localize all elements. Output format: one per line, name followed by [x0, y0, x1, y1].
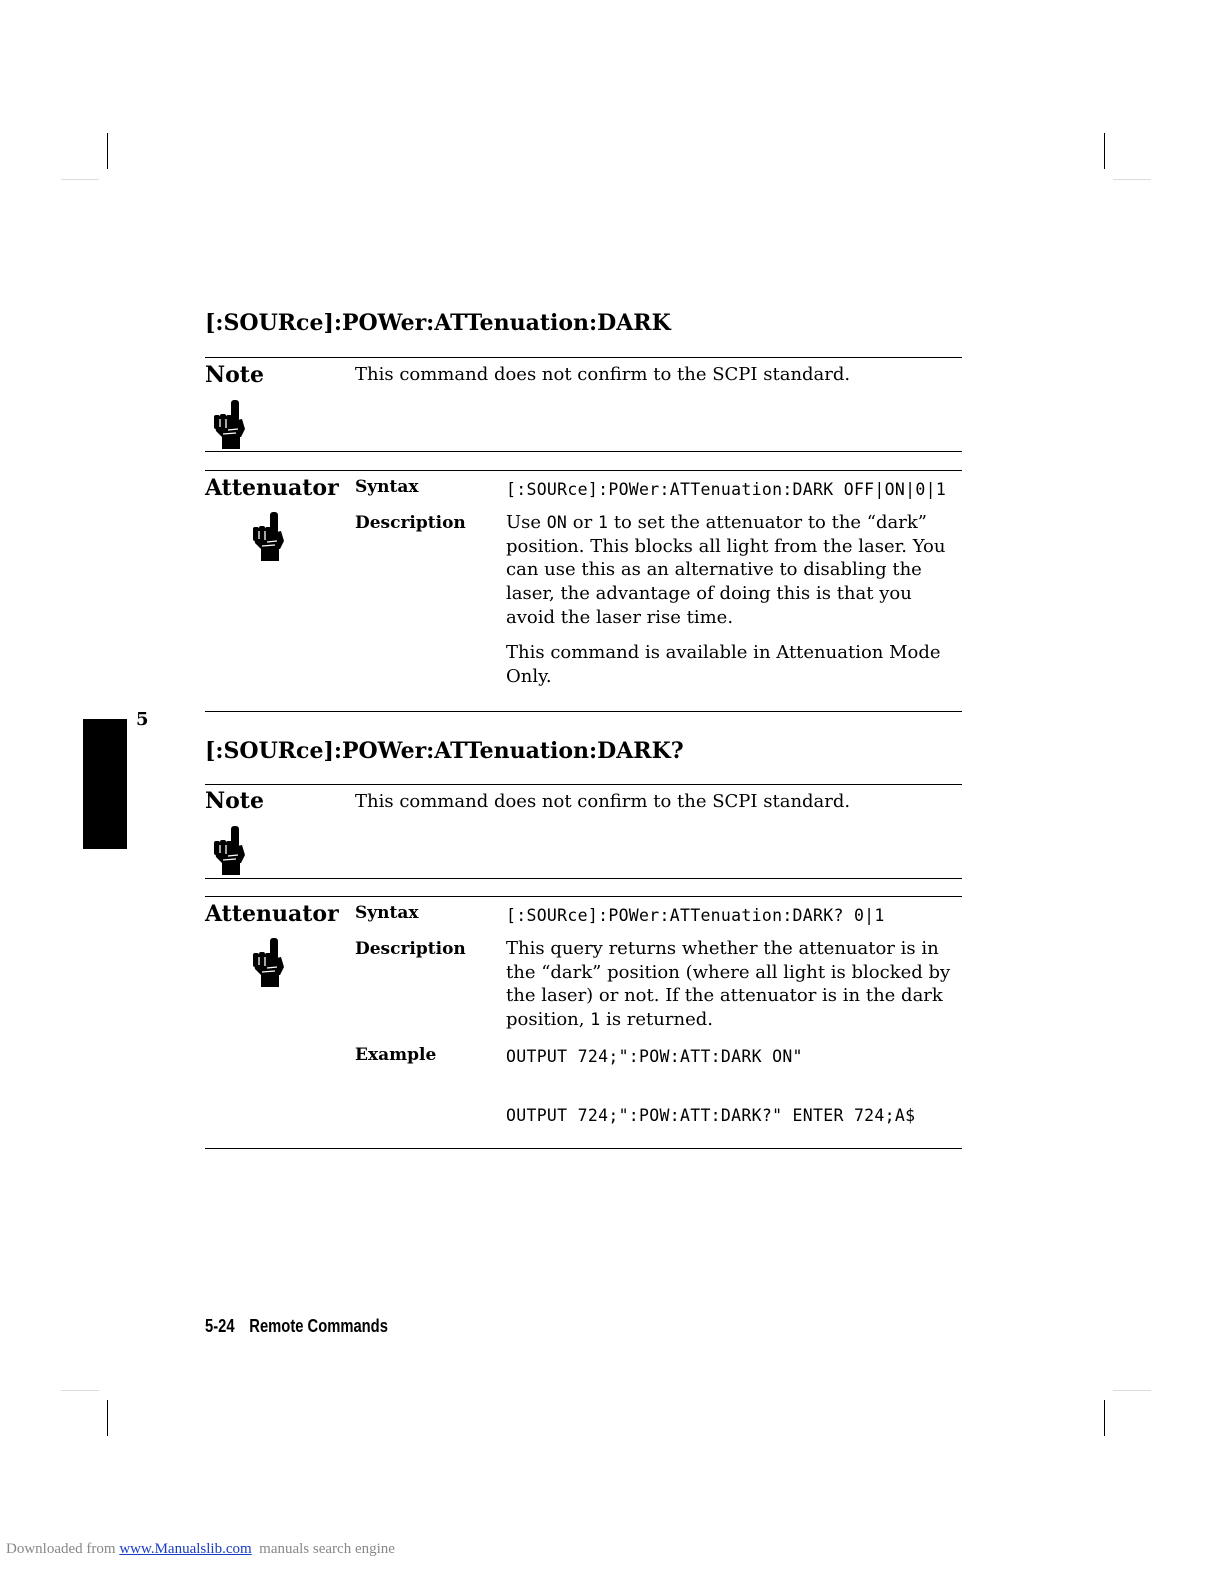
example-line: OUTPUT 724;":POW:ATT:DARK ON"	[506, 1047, 803, 1066]
chapter-number: 5	[136, 709, 149, 730]
page-number: 5-24	[205, 1316, 235, 1336]
rule	[205, 1148, 962, 1149]
syntax-value: [:SOURce]:POWer:ATTenuation:DARK OFF|ON|0|1	[506, 480, 947, 499]
description-label: Description	[355, 939, 466, 959]
attenuator-label: Attenuator	[205, 901, 339, 927]
description-text-part: This query returns whether the attenuator is in the “dark” position (where all light is blocked by the laser) or not. If the attenuator is in the dark position,	[506, 938, 951, 1031]
rule	[205, 470, 962, 471]
rule	[205, 784, 962, 785]
code-on: ON	[546, 513, 568, 532]
section-2-title: [:SOURce]:POWer:ATTenuation:DARK?	[205, 738, 684, 764]
description-text-part: is returned.	[600, 1009, 713, 1031]
description-text	[506, 937, 966, 1032]
pointing-hand-icon	[212, 825, 248, 877]
code-one: 1	[590, 1010, 601, 1030]
crop-mark-top-left-h	[61, 179, 99, 180]
description-text-part: Use	[506, 512, 547, 533]
rule	[205, 711, 962, 712]
syntax-value: [:SOURce]:POWer:ATTenuation:DARK? 0|1	[506, 906, 885, 925]
rule	[205, 357, 962, 358]
pointing-hand-icon	[212, 399, 248, 451]
syntax-label: Syntax	[355, 903, 419, 923]
crop-mark-top-right-h	[1113, 179, 1151, 180]
example-label: Example	[355, 1045, 437, 1065]
description-text-part: or	[567, 512, 598, 533]
chapter-title: Remote Commands	[249, 1316, 388, 1336]
description-text-part: to set the attenuator to the “dark” position. This blocks all light from the laser. You can use this as an alternative to disabling the laser, the advantage of doing this is that you avoid the laser rise time.	[506, 512, 946, 628]
note-label: Note	[205, 788, 264, 814]
crop-mark-bottom-left-h	[61, 1390, 99, 1391]
rule	[205, 896, 962, 897]
crop-mark-bottom-left	[107, 1400, 108, 1436]
crop-mark-bottom-right	[1104, 1400, 1105, 1436]
syntax-label: Syntax	[355, 477, 419, 497]
download-prefix: Downloaded from	[6, 1541, 120, 1557]
description-label: Description	[355, 513, 466, 533]
description-availability: This command is available in Attenuation Mode Only.	[506, 642, 941, 687]
note-label: Note	[205, 362, 264, 388]
code-one: 1	[597, 513, 609, 532]
rule	[205, 451, 962, 452]
note-text: This command does not confirm to the SCPI standard.	[355, 791, 851, 812]
example-line: OUTPUT 724;":POW:ATT:DARK?" ENTER 724;A$	[506, 1106, 916, 1125]
download-banner	[6, 1541, 395, 1558]
section-1-title: [:SOURce]:POWer:ATTenuation:DARK	[205, 310, 671, 336]
page-footer	[205, 1316, 388, 1337]
crop-mark-top-left	[107, 133, 108, 169]
rule	[205, 878, 962, 879]
description-text	[506, 511, 966, 630]
manualslib-link[interactable]: www.Manualslib.com	[119, 1541, 252, 1557]
pointing-hand-icon	[251, 511, 287, 563]
download-suffix: manuals search engine	[251, 1541, 395, 1557]
pointing-hand-icon	[251, 937, 287, 989]
attenuator-label: Attenuator	[205, 475, 339, 501]
note-text: This command does not confirm to the SCPI standard.	[355, 364, 851, 385]
crop-mark-bottom-right-h	[1113, 1390, 1151, 1391]
chapter-tab	[83, 719, 127, 849]
crop-mark-top-right	[1104, 133, 1105, 169]
